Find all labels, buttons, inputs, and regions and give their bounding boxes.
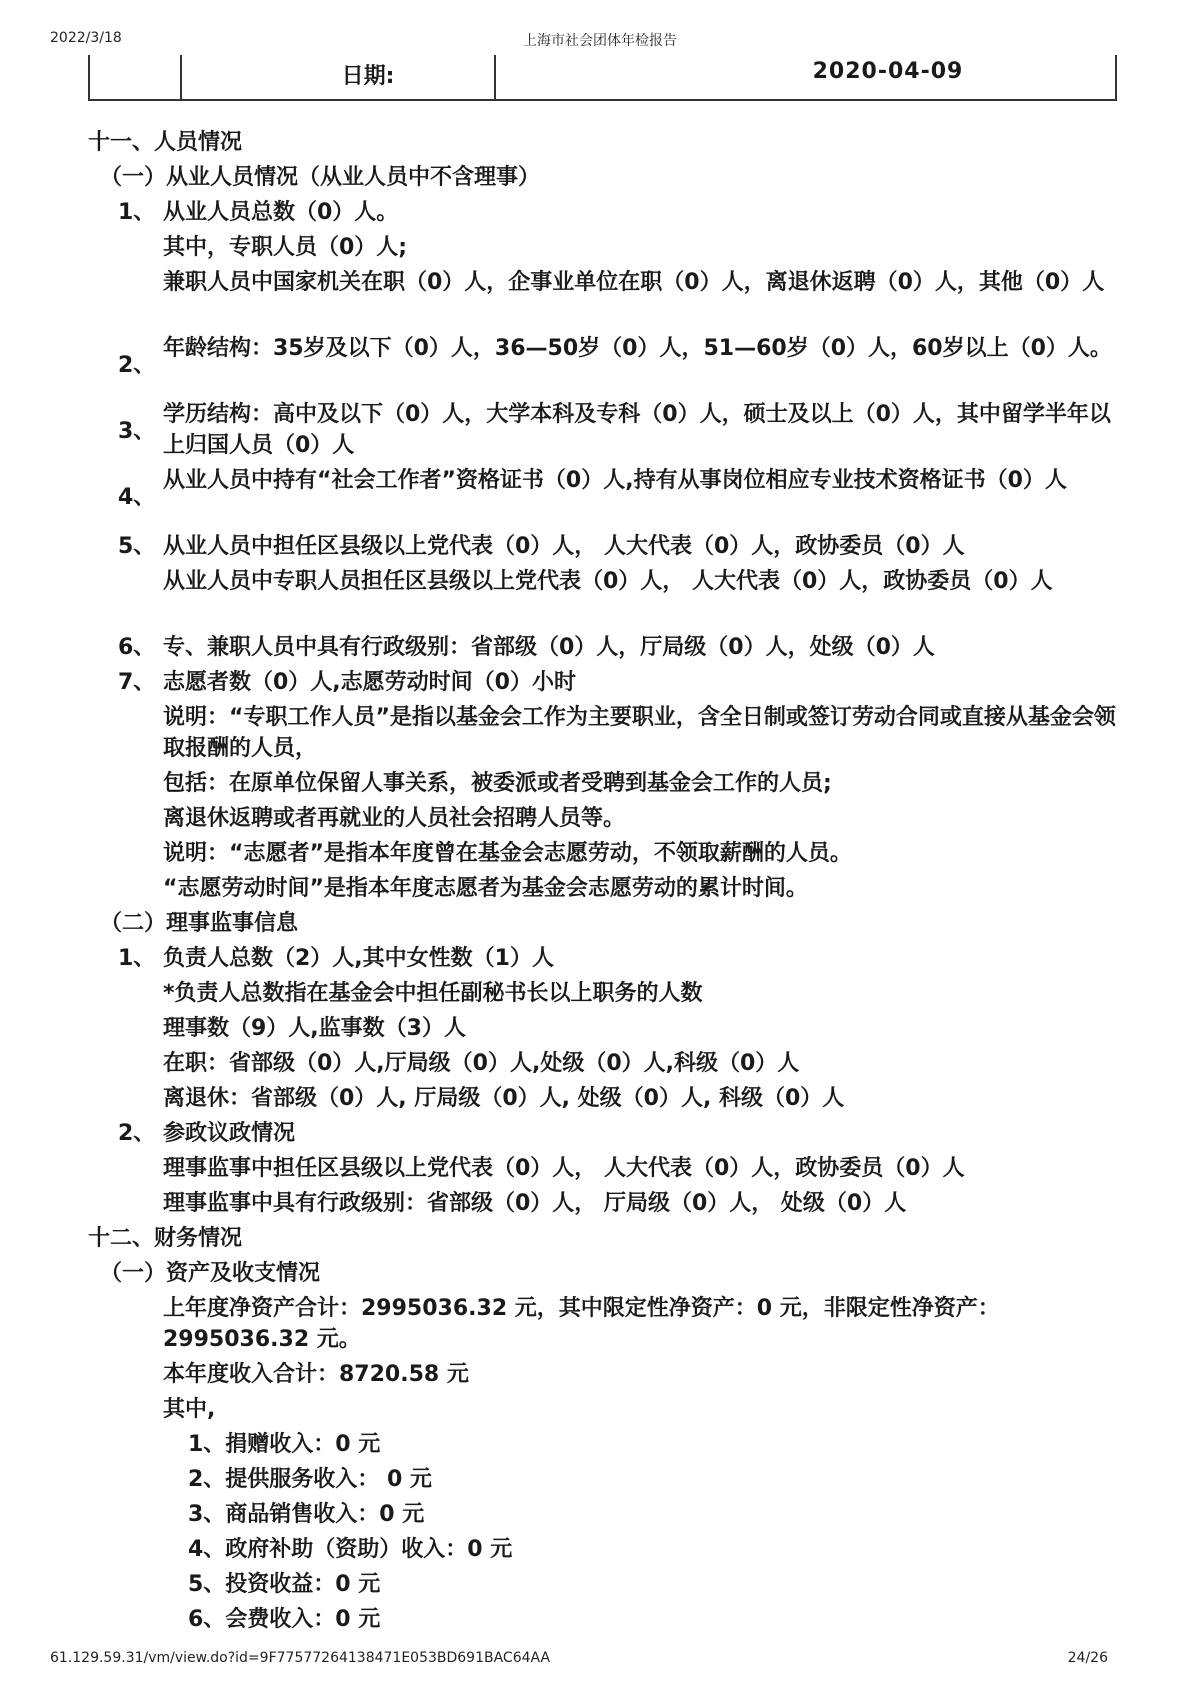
director-retired: 离退休：省部级（0）人, 厅局级（0）人, 处级（0）人, 科级（0）人 (163, 1086, 845, 1111)
income-item: 1、捐赠收入：0 元 (188, 1432, 381, 1457)
note-volunteer: 说明：“志愿者”是指本年度曾在基金会志愿劳动，不领取薪酬的人员。 (163, 841, 852, 866)
note-fulltime-staff: 说明：“专职工作人员”是指以基金会工作为主要职业，含全日制或签订劳动合同或直接从基金会领取报酬的人员， (163, 705, 1116, 761)
item-5-fulltime: 从业人员中专职人员担任区县级以上党代表（0）人， 人大代表（0）人，政协委员（0）人 (163, 569, 1053, 594)
item-number: 3、 (118, 419, 156, 444)
subsection-assets: （一）资产及收支情况 (100, 1261, 321, 1286)
director-item-1 (88, 943, 1123, 978)
print-date: 2022/3/18 (50, 30, 122, 46)
director-representatives: 理事监事中担任区县级以上党代表（0）人， 人大代表（0）人，政协委员（0）人 (163, 1156, 965, 1181)
item-5 (88, 531, 1123, 566)
table-border-left (88, 55, 90, 101)
item-text: 从业人员中持有“社会工作者”资格证书（0）人,持有从事岗位相应专业技术资格证书（0）人 (163, 468, 1067, 493)
date-value: 2020-04-09 (812, 59, 964, 84)
note-includes: 包括：在原单位保留人事关系，被委派或者受聘到基金会工作的人员; (163, 771, 832, 796)
page-header-title: 上海市社会团体年检报告 (523, 33, 677, 49)
section-title-personnel: 十一、人员情况 (88, 130, 243, 155)
note-retired: 离退休返聘或者再就业的人员社会招聘人员等。 (163, 806, 626, 831)
section-title-finance: 十二、财务情况 (88, 1226, 243, 1251)
income-item: 4、政府补助（资助）收入：0 元 (188, 1537, 513, 1562)
item-text: 从业人员总数（0）人。 (163, 200, 399, 225)
page-url: 61.129.59.31/vm/view.do?id=9F77577264138471E053BD691BAC64AA (50, 1650, 551, 1666)
table-border (180, 55, 182, 101)
page-number: 24/26 (1067, 1650, 1108, 1666)
director-note: *负责人总数指在基金会中担任副秘书长以上职务的人数 (163, 981, 703, 1006)
prev-net-assets: 上年度净资产合计：2995036.32 元，其中限定性净资产：0 元，非限定性净资产：2995036.32 元。 (163, 1296, 1000, 1352)
item-1-parttime: 兼职人员中国家机关在职（0）人，企事业单位在职（0）人，离退休返聘（0）人，其他（0）人 (163, 270, 1105, 295)
date-table (88, 55, 1117, 101)
item-text: 参政议政情况 (163, 1121, 296, 1146)
director-item-2 (88, 1118, 1123, 1153)
income-item: 2、提供服务收入： 0 元 (188, 1467, 432, 1492)
item-number: 2、 (118, 353, 156, 378)
item-number: 1、 (118, 946, 156, 971)
report-body (88, 127, 1123, 1639)
note-volunteer-time: “志愿劳动时间”是指本年度志愿者为基金会志愿劳动的累计时间。 (163, 876, 808, 901)
item-1 (88, 197, 1123, 232)
table-border (494, 55, 496, 101)
item-number: 7、 (118, 670, 156, 695)
subsection-directors: （二）理事监事信息 (100, 911, 299, 936)
item-text: 从业人员中担任区县级以上党代表（0）人， 人大代表（0）人，政协委员（0）人 (163, 534, 965, 559)
item-text: 负责人总数（2）人,其中女性数（1）人 (163, 946, 554, 971)
item-number: 2、 (118, 1121, 156, 1146)
table-border-bottom (88, 99, 1117, 101)
item-6 (88, 632, 1123, 667)
director-in-office: 在职：省部级（0）人,厅局级（0）人,处级（0）人,科级（0）人 (163, 1051, 800, 1076)
item-1-fulltime: 其中，专职人员（0）人; (163, 235, 408, 260)
date-label: 日期: (341, 64, 395, 89)
item-number: 5、 (118, 534, 156, 559)
income-item: 3、商品销售收入：0 元 (188, 1502, 425, 1527)
item-text: 学历结构：高中及以下（0）人，大学本科及专科（0）人，硕士及以上（0）人，其中留学半年以上归国人员（0）人 (163, 402, 1111, 458)
item-text: 专、兼职人员中具有行政级别：省部级（0）人，厅局级（0）人，处级（0）人 (163, 635, 935, 660)
item-text: 志愿者数（0）人,志愿劳动时间（0）小时 (163, 670, 576, 695)
item-number: 4、 (118, 485, 156, 510)
director-counts: 理事数（9）人,监事数（3）人 (163, 1016, 466, 1041)
item-3 (88, 399, 1123, 465)
subsection-employees: （一）从业人员情况（从业人员中不含理事） (100, 165, 541, 190)
income-item: 5、投资收益：0 元 (188, 1572, 381, 1597)
income-total: 本年度收入合计：8720.58 元 (163, 1362, 469, 1387)
item-2 (88, 333, 1123, 399)
table-border-right (1115, 55, 1117, 101)
income-among: 其中, (163, 1397, 216, 1422)
director-admin-level: 理事监事中具有行政级别：省部级（0）人， 厅局级（0）人， 处级（0）人 (163, 1191, 907, 1216)
item-number: 1、 (118, 200, 156, 225)
item-number: 6、 (118, 635, 156, 660)
item-text: 年龄结构：35岁及以下（0）人，36—50岁（0）人，51—60岁（0）人，60岁以上（0）人。 (163, 336, 1112, 361)
income-item: 6、会费收入：0 元 (188, 1607, 381, 1632)
item-7 (88, 667, 1123, 702)
item-4 (88, 465, 1123, 531)
